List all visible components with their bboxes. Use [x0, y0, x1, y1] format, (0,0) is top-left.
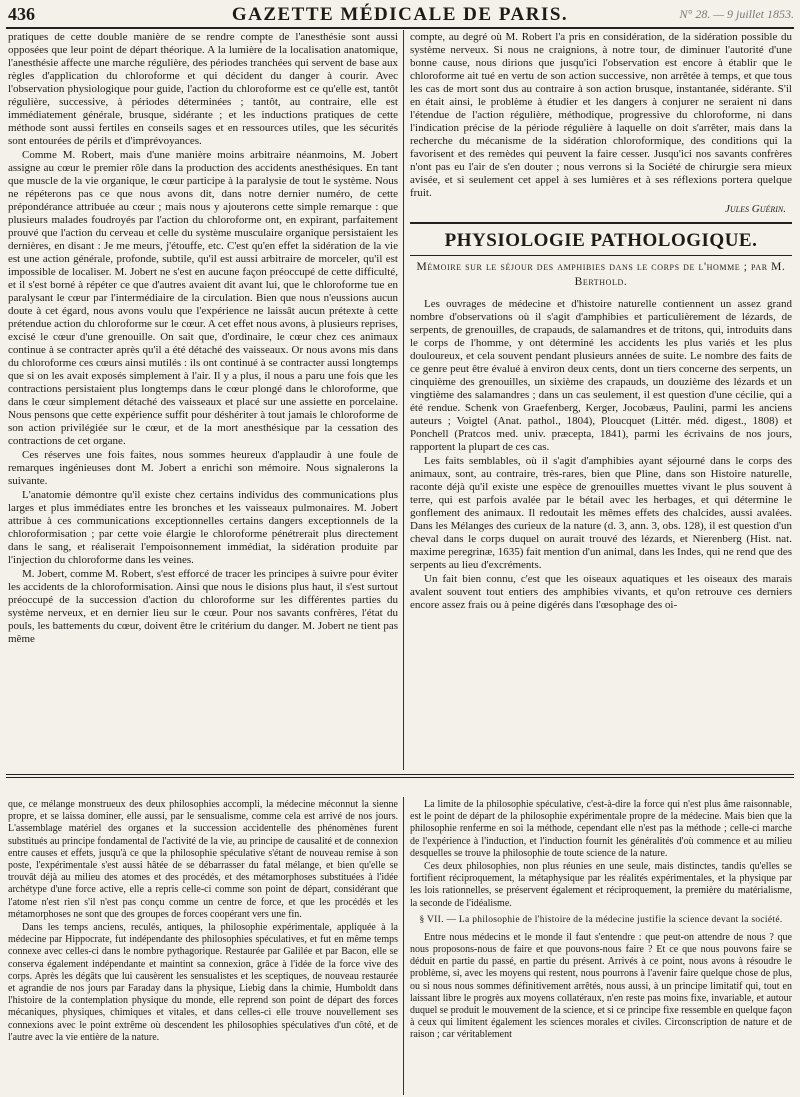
masthead-title: GAZETTE MÉDICALE DE PARIS. [231, 4, 569, 25]
upper-column-divider [403, 30, 404, 770]
paragraph: Ces deux philosophies, non plus réunies en une seule, mais distinctes, tandis qu'elles se fortifient réciproquement, la métaphysique par les réalités expérimentales, et la physique par les lois rationnelles, se préservent également et réciproquement, la première du matérialisme, la seconde de l'idéalisme. [410, 861, 792, 909]
header-rule [6, 27, 794, 29]
paragraph: Dans les temps anciens, reculés, antiques, la philosophie expérimentale, appliquée à la médecine par Hippocrate, fut indépendante des philosophies spéculatives, et fut en même temps connexe avec celles-ci dans le nombre pythagorique. Restaurée par Galilée et par Bacon, elle se conserva également indépendante et maintint sa connexion, grâce à l'idée de la force vive des corps. Après les dégâts que lui causèrent les sensualistes et les sceptiques, de nouveau restaurée et agrandie de nos jours par Faraday dans la physique, Liebig dans la chimie, Humboldt dans l'histoire de la contemplation physique du monde, elle reprend son point de départ des forces mécaniques, physiques, chimiques et vitales, et dans celles-ci elle trouve nouvellement ses connexions avec le point extrême où descendent les philosophies spéculatives d'un côté, et de l'autre avec la vie entière de la nature. [8, 922, 398, 1043]
page-header [6, 4, 794, 26]
feuilleton-rule-bottom [6, 777, 794, 778]
article-title: Mémoire sur le séjour des amphibies dans le corps de l'homme ; par M. Berthold. [416, 261, 786, 288]
issue-date: N° 28. — 9 juillet 1853. [679, 7, 794, 21]
subsection-heading: § VII. — La philosophie de l'histoire de la médecine justifie la science devant la société. [419, 914, 783, 925]
paragraph: M. Jobert, comme M. Robert, s'est efforcé de tracer les principes à suivre pour éviter les accidents de la chloroformisation. Ainsi que nous le disions plus haut, il s'est surtout préoccupé de la succession d'action du chloroforme sur les différentes parties du système nerveux, et en dernier lieu sur le cœur. Pour nos savants confrères, l'état du pouls, les battements du cœur, doivent être le critérium du danger. M. Jobert ne tient pas même [8, 568, 398, 645]
paragraph: Les faits semblables, où il s'agit d'amphibies ayant séjourné dans le corps des animaux, sont, au contraire, très-rares, bien que Pline, dans son Histoire naturelle, raconte déjà qu'il existe une espèce de grenouilles muettes vivant le plus souvent à terre, qui est parfois avalée par le bétail avec les herbages, et qui détermine le gonflement des animaux. Il redoutait les mêmes effets des chalcides, aussi avalées. Dans les Mélanges des curieux de la nature (d. 3, ann. 3, obs. 128), il est question d'un cheval dans le corps duquel on aurait trouvé des lézards, et Nierenberg (Hist. nat. maxime peregrinæ, 1635) fait mention d'un animal, dans les Indes, qui ne rend que des serpents au lieu d'excréments. [410, 455, 792, 571]
page-number: 436 [8, 4, 35, 24]
feuilleton-rule-top [6, 774, 794, 775]
paragraph: pratiques de cette double manière de se rendre compte de l'anesthésie sont aussi opposées que leur point de départ théorique. A la lumière de la localisation anatomique, l'anesthésie affecte une marche régulière, des périodes tranchées qui servent de base aux règles d'application du chloroforme et qui décident du danger à courir. Avec l'observation physiologique pour guide, l'action du chloroforme est ce qu'elle est, tantôt régulière, successive, à périodes déterminées ; tantôt, au contraire, elle est immédiatement générale, brusque, sidérante ; et les inductions pratiques de cette méthode sont aussi fertiles en conseils sages et en ressources utiles, que les sécurités sont entourées de périls et d'imprévoyances. [8, 31, 398, 147]
lower-left-column [8, 799, 398, 1095]
paragraph: Un fait bien connu, c'est que les oiseaux aquatiques et les oiseaux des marais avalent souvent tout entiers des amphibies vivants, et qu'on retrouve ces derniers encore assez frais ou à peine digérés dans l'œsophage des oi- [410, 573, 792, 611]
author-signature: Jules Guérin. [725, 203, 786, 215]
paragraph: Ces réserves une fois faites, nous sommes heureux d'applaudir à une foule de remarques ingénieuses dont M. Jobert a enrichi son mémoire. Nous signalerons la suivante. [8, 449, 398, 487]
paragraph: L'anatomie démontre qu'il existe chez certains individus des communications plus larges et plus immédiates entre les bronches et les vaisseaux pulmonaires. M. Jobert attribue à ces communications exceptionnelles certains dangers exceptionnels de la chloroformisation ; par cette voie élargie le chloroforme pénétrerait plus directement dans le sang, et réaliserait l'empoisonnement immédiat, la sidération produite par l'injection du chloroforme dans les veines. [8, 489, 398, 566]
paragraph: Entre nous médecins et le monde il faut s'entendre : que peut-on attendre de nous ? que nous proposons-nous de faire et que pouvons-nous faire ? Et ce que nous pouvons faire se déduit en partie du passé, en partie du présent. Arrivés à ce point, nous avons à résoudre le problème, si, avec les moyens qui restent, nous pourrons à l'avenir faire quelque chose de plus, ou si nous nous sommes définitivement arrêtés, nous aussi, à un principe limitatif qui, tout en laissant libre le progrès aux moyens collatéraux, n'en reste pas moins fixe, invariable, et autour duquel se produit le mouvement de la science, et si ce principe fixe ressemble en quelque façon à ceux qui limitent également les sciences morales et civiles. Circonscription de nature et de raison ; car véritablement [410, 931, 792, 1041]
paragraph: Comme M. Robert, mais d'une manière moins arbitraire néanmoins, M. Jobert assigne au cœur le premier rôle dans la production des accidents anesthésiques. En tant que muscle de la vie organique, le cœur participe à la paralysie de tout le système. Nous ne répéterons pas ce que nous avons dit, dans notre dernier numéro, de cette prépondérance attribuée au cœur ; mais nous y ajouterons cette simple remarque : que plusieurs malades foudroyés par l'action du chloroforme ont, en expirant, parfaitement prouvé que l'action du cerveau et celle du système musculaire organique persistaient les dernières, en disant : Je me meurs, j'étouffe, etc. C'est qu'en effet la sidération de la vie est une action générale, profonde, subtile, qu'il est aussi arbitraire de morceler, qu'il est impossible de localiser. M. Jobert ne s'est en aucune façon préoccupé de cette difficulté, et il s'est borné à répéter ce que d'autres avaient dit avant lui, que le chloroforme tue en paralysant le cœur par l'intermédiaire de la circulation. Bien que nous n'eussions aucun doute à cet égard, nous avons voulu que l'expérience ne laissât aucun prétexte à cette prétendue action du chloroforme sur le cœur. A cet effet nous avons, à plusieurs reprises, excisé le cœur d'une grenouille. On sait que, d'ordinaire, le cœur chez ces animaux continue à se contracter après qu'il a été détaché des vaisseaux. Or nous avons mis dans du chloroforme ces cœurs ainsi mutilés : ils ont continué à se contracter aussi longtemps que si on les avait exposés simplement à l'air. Il y a plus, il nous a paru une fois que les contractions persistaient plus longtemps dans le cœur plongé dans le chloroforme, que dans le cœur simplement détaché des vaisseaux et placé sur une assiette en porcelaine. Nous pensons que cette expérience suffit pour déshériter à tout jamais le chloroforme de son action privilégiée sur le cœur, et de la mort anesthésique par la cessation des contractions de cet organe. [8, 149, 398, 447]
section-title: PHYSIOLOGIE PATHOLOGIQUE. [444, 230, 758, 251]
paragraph: Les ouvrages de médecine et d'histoire naturelle contiennent un assez grand nombre d'observations où il s'agit d'amphibies et particulièrement de lézards, de serpents, de grenouilles, de crapauds, de salamandres et de tritons, qui, introduits dans le corps de l'homme, y ont déterminé les accidents les plus variés et les plus douloureux, et cela souvent pendant plusieurs années de suite. Le nombre des faits de ce genre peut être évalué à environ deux cents, dont un tiers concerne des serpents, un cinquième des grenouilles, un sixième des crapauds, un douzième des lézards et un vingtième des salamandres ; dans un cas seulement, il est question d'une cécilie, qui a été rendue. Schenk von Graefenberg, Kerger, Jocobæus, Paulini, parmi les anciens auteurs ; Voigtel (Anat. pathol., 1804), Ploucquet (Littér. méd. digest., 1808) et Ponchell (Pratcos med. univ. præcepta, 1841), parmi les écrivains de nos jours, rapportent la plupart de ces cas. [410, 298, 792, 453]
section-header-box [410, 222, 792, 256]
upper-right-column [410, 31, 792, 768]
upper-left-column [8, 31, 398, 768]
paragraph: que, ce mélange monstrueux des deux philosophies accompli, la médecine méconnut la sienne propre, et se laissa dominer, elle aussi, par le sensualisme, comme cela est arrivé de nos jours. L'assemblage matériel des organes et la succession accidentelle des phénomènes furent substitués au principe fondamental de l'activité de la vie, au principe de causalité et de connexion entre causes et effets, jusqu'à ce que la philosophie spéculative s'étant de nouveau remise à son poste, l'expérimentale s'est aussi hâtée de se débarrasser du fatal mélange, et bien qu'elle se trouvât déjà au milieu des atomes et des procédés, et des métamorphoses substituées à l'idée archétype d'une force active, elle a repris celle-ci comme son point de départ, considérant que l'atome n'est rien s'il n'est pas conçu comme un centre de force, et que les procédés et les métamorphoses ne sont que des groupes de forces coopérant vers une fin. [8, 799, 398, 920]
lower-right-column [410, 799, 792, 1095]
lower-column-divider [403, 797, 404, 1095]
paragraph: La limite de la philosophie spéculative, c'est-à-dire la force qui n'est plus âme raisonnable, est le point de départ de la philosophie expérimentale propre de la médecine. Mais bien que la philosophie renferme en soi la méthode, cependant elle n'est pas la méthode ; celle-ci marche de l'expérience à l'induction, et l'induction fournit les généralités d'où commence et au milieu desquelles se trouve la philosophie de toute science de la nature. [410, 799, 792, 859]
paragraph: compte, au degré où M. Robert l'a pris en considération, de la sidération possible du système nerveux. Si nous ne craignions, à notre tour, de diminuer l'autorité d'une bonne cause, nous dirions que jusqu'ici l'observation est encore à établir que le chloroforme ait tué en vertu de son action successive, non arrêtée à temps, et que tous les cas de mort sont dus au contraire à son action brusque, instantanée, sidérante. S'il en était ainsi, le problème à étudier et les dangers à conjurer ne seraient ni dans l'étendue de l'action régulière, méthodique, progressive du chloroforme, ni dans l'indication précise de la période régulière à laquelle on doit s'arrêter, mais dans la recherche du mécanisme de la sidération chloroformique, des conditions qui la favorisent et des remèdes qui peuvent la faire cesser. Jusqu'ici nos savants confrères n'ont pas eu l'air de s'en douter ; nous verrons si la Société de chirurgie sera mieux avisée, et si seulement cet appel à ses lumières et à ses réflexions portera quelque fruit. [410, 31, 792, 199]
